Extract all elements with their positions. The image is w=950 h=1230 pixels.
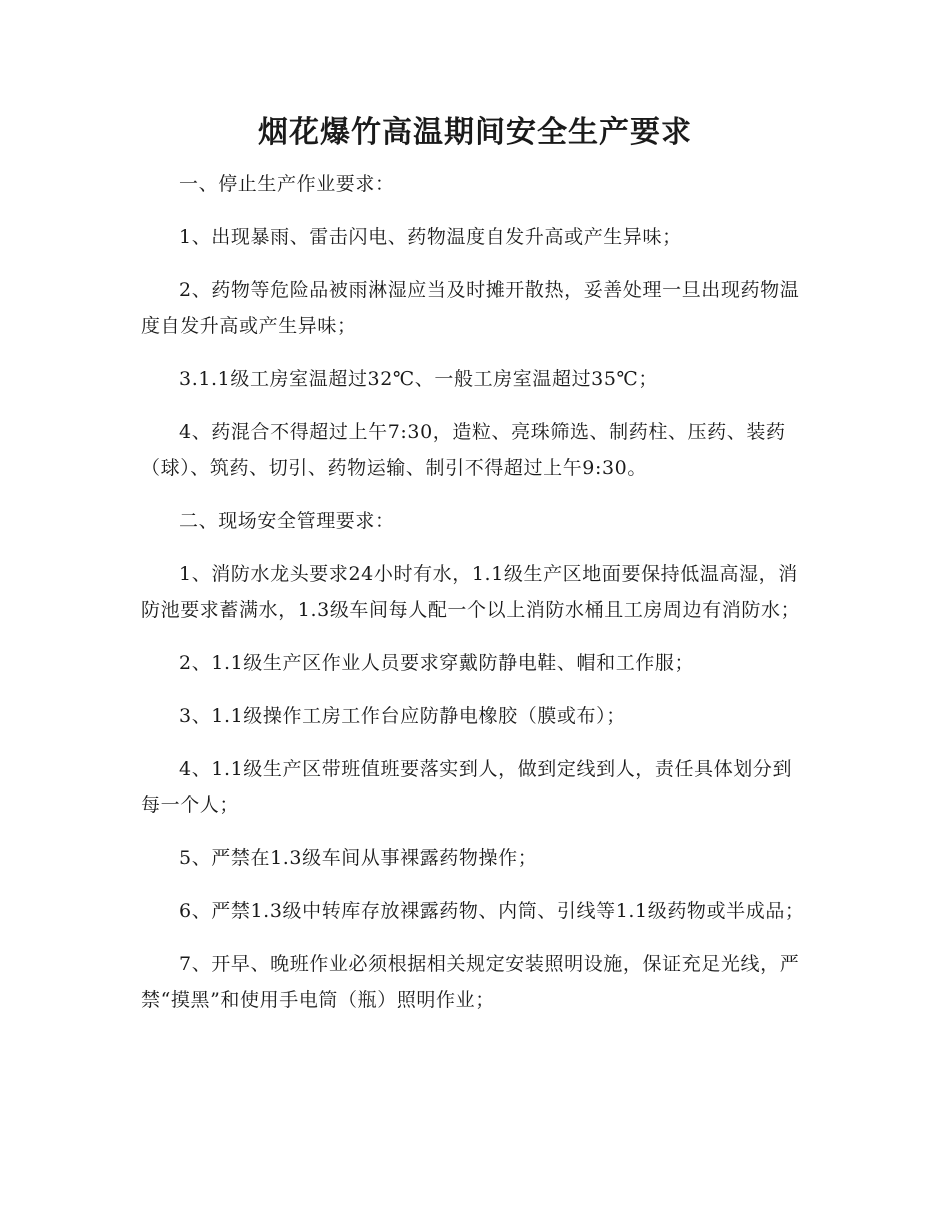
paragraph: 1、出现暴雨、雷击闪电、药物温度自发升高或产生异味； bbox=[179, 226, 682, 248]
section-heading-stop-production: 一、停止生产作业要求： bbox=[179, 173, 395, 195]
document-title: 烟花爆竹高温期间安全生产要求 bbox=[258, 115, 692, 150]
paragraph: 2、药物等危险品被雨淋湿应当及时摊开散热，妥善处理一旦出现药物温度自发升高或产生异味； bbox=[141, 279, 800, 337]
paragraph: 5、严禁在1.3级车间从事裸露药物操作； bbox=[179, 847, 538, 869]
paragraph: 1、消防水龙头要求24小时有水，1.1级生产区地面要保持低温高湿，消防池要求蓄满水，1.3级车间每人配一个以上消防水桶且工房周边有消防水； bbox=[141, 563, 801, 621]
paragraph: 3.1.1级工房室温超过32℃、一般工房室温超过35℃； bbox=[179, 368, 659, 390]
section-heading-site-safety: 二、现场安全管理要求： bbox=[179, 510, 395, 532]
paragraph: 7、开早、晚班作业必须根据相关规定安装照明设施，保证充足光线，严禁“摸黑”和使用手电筒（瓶）照明作业； bbox=[141, 953, 800, 1011]
paragraph: 4、1.1级生产区带班值班要落实到人，做到定线到人，责任具体划分到每一个人； bbox=[141, 758, 793, 816]
document-body bbox=[141, 166, 809, 1035]
paragraph: 4、药混合不得超过上午7:30，造粒、亮珠筛选、制药柱、压药、装药（球）、筑药、切引、药物运输、制引不得超过上午9:30。 bbox=[141, 421, 786, 479]
paragraph: 3、1.1级操作工房工作台应防静电橡胶（膜或布）； bbox=[179, 705, 626, 727]
paragraph: 6、严禁1.3级中转库存放裸露药物、内筒、引线等1.1级药物或半成品； bbox=[179, 900, 805, 922]
paragraph: 2、1.1级生产区作业人员要求穿戴防静电鞋、帽和工作服； bbox=[179, 652, 695, 674]
